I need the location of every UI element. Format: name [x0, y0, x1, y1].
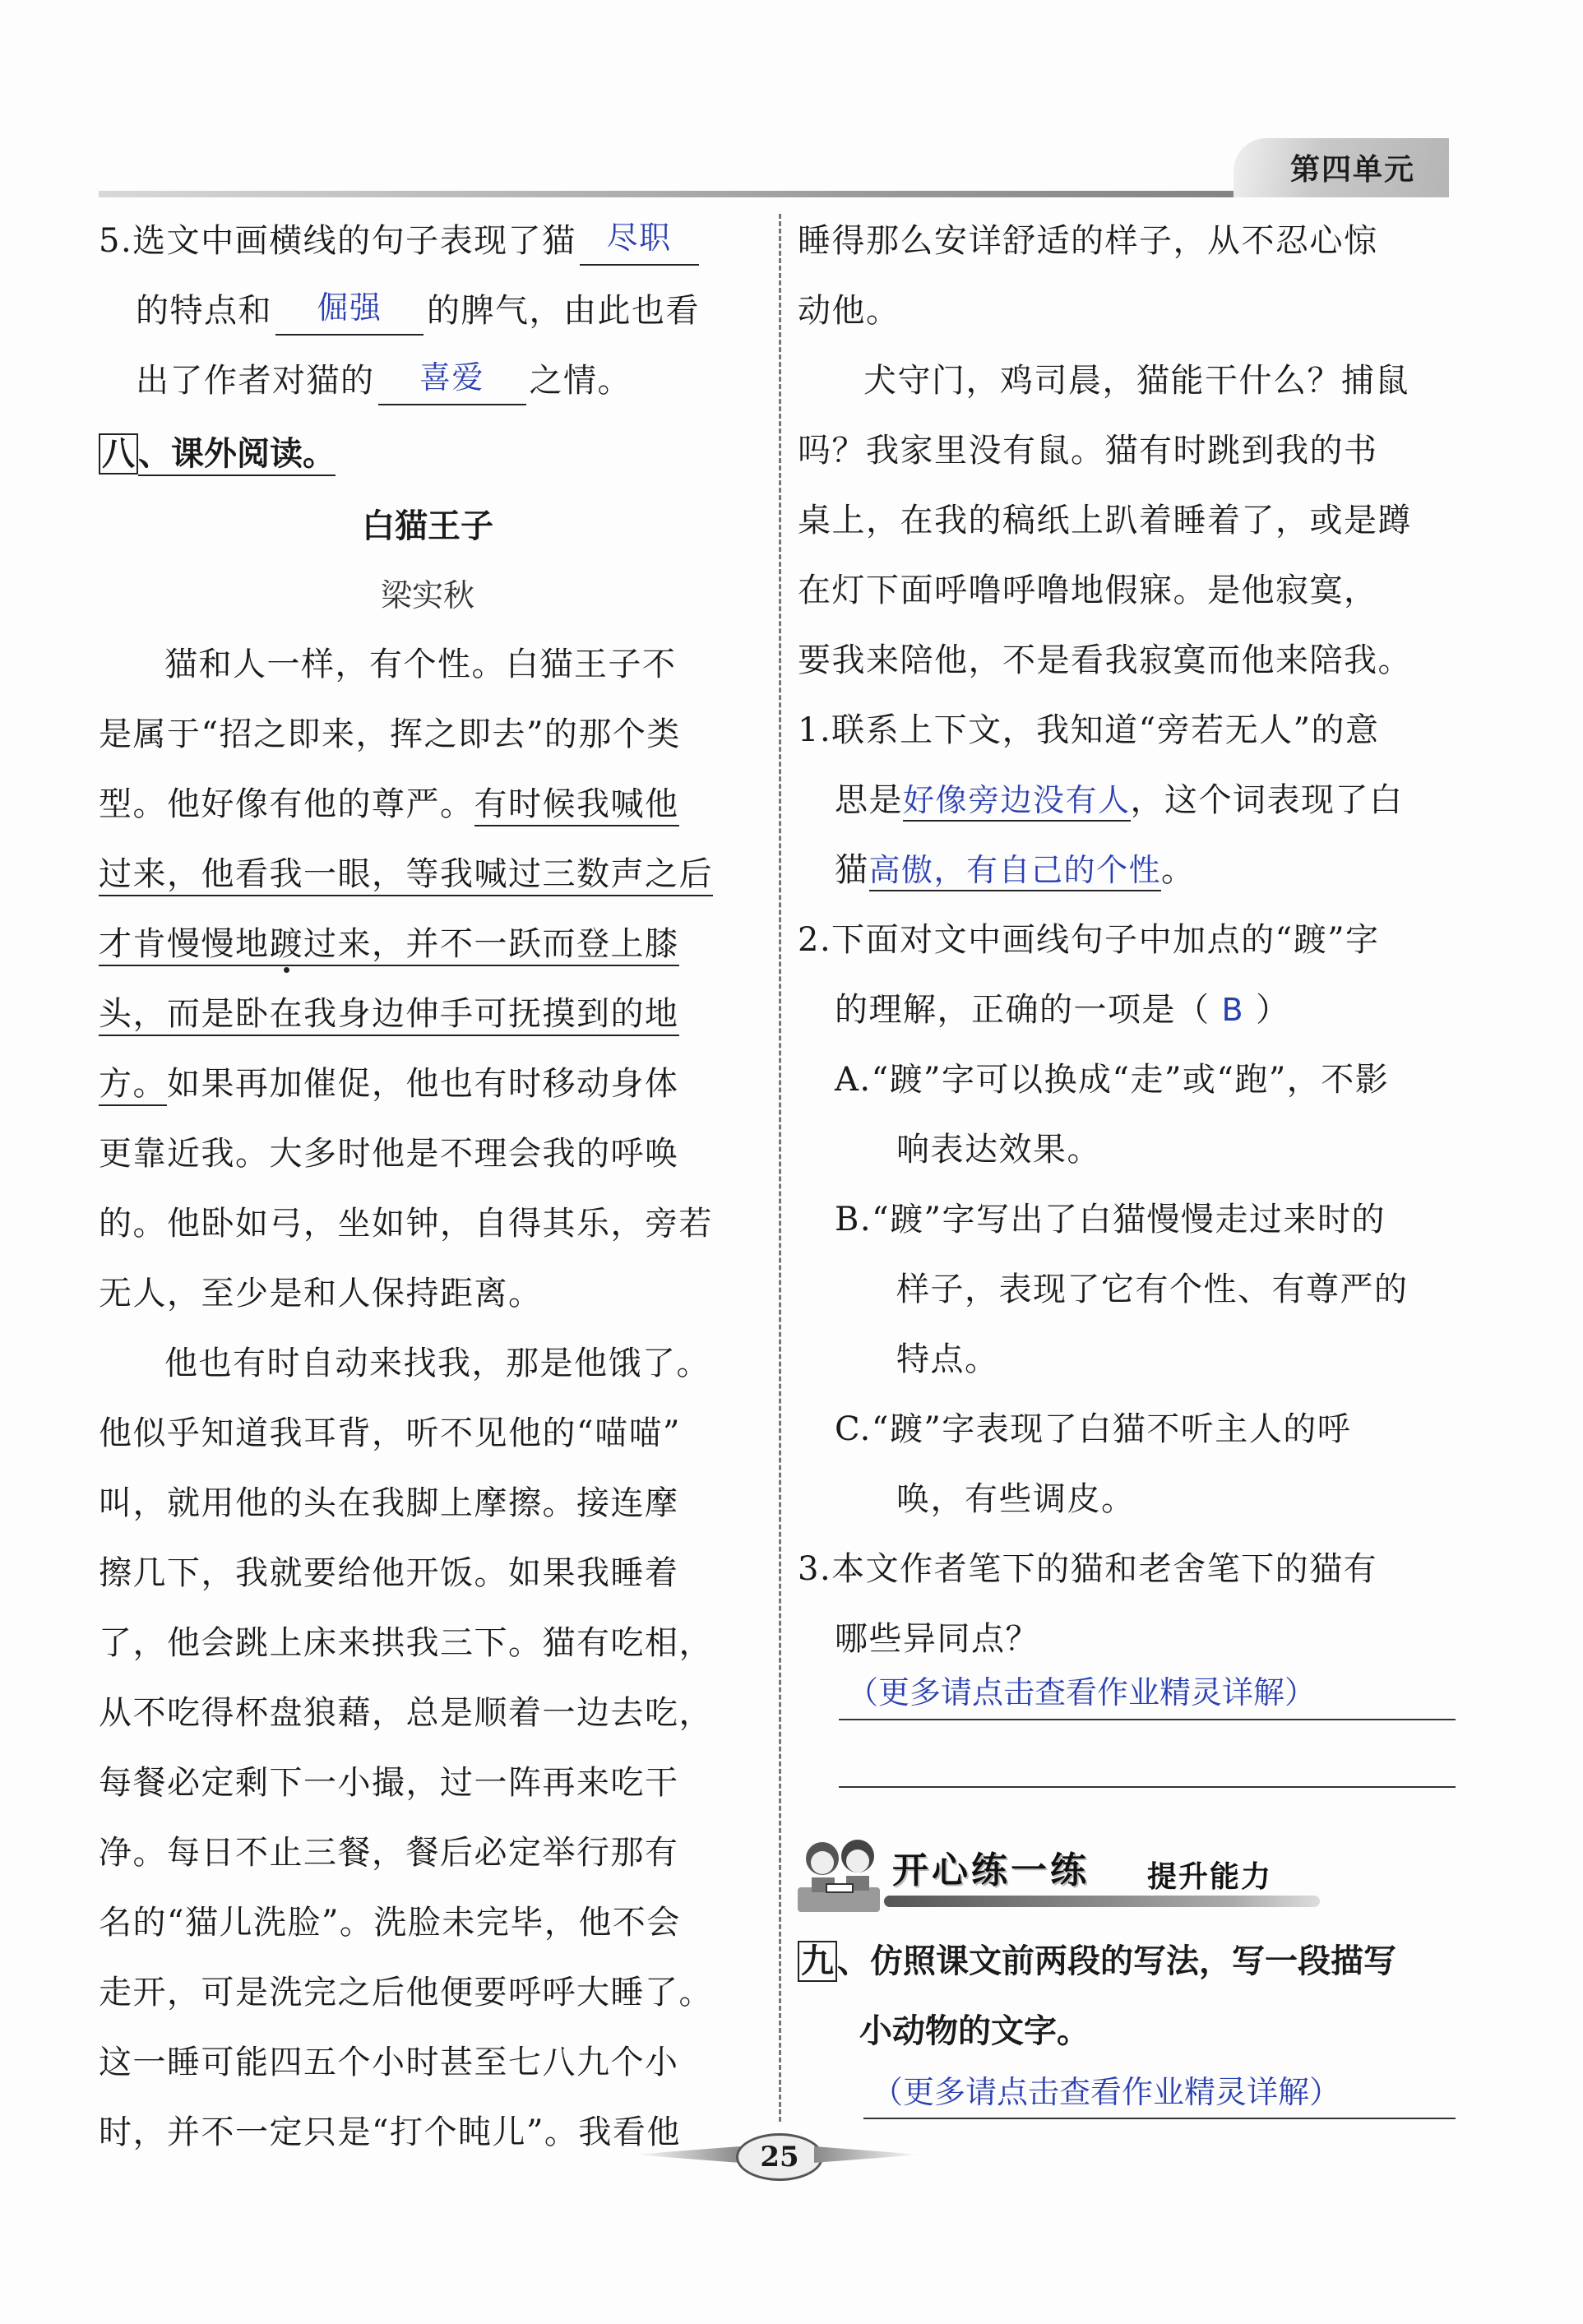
- banner-subtitle: 提升能力: [1147, 1860, 1273, 1894]
- p2-line: 了，他会跳上床来拱我三下。猫有吃相，: [99, 1624, 713, 1662]
- p2-line: 名的“猫儿洗脸”。洗脸未完毕，他不会: [99, 1904, 681, 1942]
- practice-banner: [794, 1830, 1336, 1920]
- p3-line: 桌上，在我的稿纸上趴着睡着了，或是蹲: [798, 502, 1412, 539]
- p3-line: 犬守门，鸡司晨，猫能干什么？捕鼠: [863, 362, 1409, 400]
- page-number: [633, 2130, 921, 2179]
- section-8-number: 八: [99, 433, 138, 475]
- p1-line: [99, 989, 679, 1039]
- p1-line: [99, 919, 679, 969]
- q5-blank-2: [275, 289, 424, 336]
- q1-line2: [835, 775, 1404, 825]
- p1-line: 的。他卧如弓，坐如钟，自得其乐，旁若: [99, 1205, 713, 1243]
- p1-line: [99, 780, 679, 829]
- p1-line: 无人，至少是和人保持距离。: [99, 1275, 543, 1312]
- section-9-number: 九: [798, 1941, 837, 1982]
- underlined-sentence: 有时候我喊他: [474, 785, 679, 826]
- q1-text: 。: [1161, 851, 1196, 889]
- p2-line: 从不吃得杯盘狼藉，总是顺着一边去吃，: [99, 1694, 713, 1732]
- section-9-detail-link[interactable]: （更多请点击查看作业精灵详解）: [872, 2074, 1341, 2110]
- q1-line3: [835, 845, 1196, 895]
- dotted-word-duo: 踱: [270, 925, 304, 966]
- q5-text: 出了作者对猫的: [136, 362, 375, 400]
- q1-text: 猫: [835, 851, 869, 889]
- section-9-answer-line[interactable]: [863, 2118, 1456, 2119]
- q3-line2: 哪些异同点？: [835, 1620, 1039, 1658]
- q1-answer-2: 高傲，有自己的个性: [869, 852, 1162, 891]
- q2-text: ）: [1256, 991, 1290, 1029]
- q1-text: 思是: [835, 781, 903, 819]
- q5-line1: [99, 216, 702, 266]
- section-9-text: 、仿照课文前两段的写法，写一段描写: [837, 1942, 1396, 1980]
- q5-text: 之情。: [529, 362, 632, 400]
- p1-line: 更靠近我。大多时他是不理会我的呼唤: [99, 1135, 679, 1173]
- banner-title: 开心练一练: [892, 1849, 1090, 1891]
- unit-label: 第四单元: [1289, 152, 1415, 187]
- header-rule: [99, 191, 1382, 197]
- section-9-line2: 小动物的文字。: [859, 2012, 1090, 2050]
- underlined-sentence: 头，而是卧在我身边伸手可抚摸到的地: [99, 995, 679, 1036]
- p2-line: 每餐必定剩下一小撮，过一阵再来吃干: [99, 1764, 679, 1802]
- article-title: 白猫王子: [362, 507, 493, 545]
- q2-text: 的理解，正确的一项是（: [835, 991, 1210, 1029]
- p1-text: 型。他好像有他的尊严。: [99, 785, 474, 823]
- underlined-sentence: 才肯慢慢地: [99, 925, 270, 966]
- q3-detail-link[interactable]: （更多请点击查看作业精灵详解）: [847, 1674, 1317, 1711]
- p1-text: 如果再加催促，他也有时移动身体: [167, 1065, 679, 1103]
- p2-line: 这一睡可能四五个小时甚至七八九个小: [99, 2044, 679, 2081]
- q5-answer-1: 尽职: [606, 220, 672, 256]
- q2-option-a-cont: 响表达效果。: [896, 1131, 1101, 1169]
- p3-line: 在灯下面呼噜呼噜地假寐。是他寂寞，: [798, 572, 1378, 609]
- q5-text: 5.选文中画横线的句子表现了猫: [99, 222, 576, 260]
- p3-line: 要我来陪他，不是看我寂寞而他来陪我。: [798, 641, 1412, 679]
- q2-option-c-cont: 唤，有些调皮。: [896, 1480, 1136, 1518]
- banner-underline: [884, 1896, 1320, 1907]
- kids-reading-icon: [794, 1830, 884, 1916]
- q5-answer-2: 倔强: [317, 289, 382, 326]
- p2-line: 他也有时自动来找我，那是他饿了。: [164, 1345, 710, 1382]
- section-8-title: [99, 429, 336, 479]
- cont-line: 睡得那么安详舒适的样子，从不忍心惊: [798, 222, 1378, 260]
- q5-text: 的特点和: [136, 292, 272, 330]
- p2-line: 时，并不一定只是“打个盹儿”。我看他: [99, 2113, 681, 2151]
- q1-text: ，这个词表现了白: [1130, 781, 1404, 819]
- section-9-title: [798, 1937, 1396, 1986]
- q5-text: 的脾气，由此也看: [427, 292, 700, 330]
- article-author: 梁实秋: [380, 577, 474, 613]
- p1-line: [99, 1059, 679, 1109]
- q1-line1: 1.联系上下文，我知道“旁若无人”的意: [798, 711, 1380, 749]
- p2-line: 走开，可是洗完之后他便要呼呼大睡了。: [99, 1974, 713, 2012]
- underlined-sentence: 方。: [99, 1065, 167, 1106]
- p3-line: 吗？我家里没有鼠。猫有时跳到我的书: [798, 432, 1378, 470]
- q2-answer: B: [1221, 992, 1245, 1028]
- p1-line: 猫和人一样，有个性。白猫王子不: [164, 646, 677, 683]
- q2-option-b: B.“踱”字写出了白猫慢慢走过来时的: [835, 1201, 1386, 1238]
- q3-line1: 3.本文作者笔下的猫和老舍笔下的猫有: [798, 1550, 1378, 1588]
- page-number-wing-left: [633, 2146, 740, 2163]
- section-8-label: 、课外阅读。: [138, 435, 336, 476]
- page-number-wing-right: [814, 2146, 921, 2163]
- p2-line: 叫，就用他的头在我脚上摩擦。接连摩: [99, 1484, 679, 1522]
- p2-line: 他似乎知道我耳背，听不见他的“喵喵”: [99, 1414, 681, 1452]
- q5-line3: [136, 356, 632, 405]
- q2-option-a: A.“踱”字可以换成“走”或“跑”，不影: [835, 1061, 1390, 1099]
- q3-answer-line[interactable]: [839, 1786, 1456, 1788]
- q2-option-b-cont: 样子，表现了它有个性、有尊严的: [896, 1271, 1409, 1308]
- q2-option-b-cont: 特点。: [896, 1340, 999, 1378]
- q5-blank-1: [580, 220, 699, 266]
- q2-line2: [835, 985, 1290, 1035]
- q1-answer-1: 好像旁边没有人: [903, 782, 1131, 822]
- page-number-value: 25: [736, 2133, 823, 2181]
- q5-line2: [136, 286, 700, 336]
- p1-line: 是属于“招之即来，挥之即去”的那个类: [99, 715, 681, 753]
- q2-line1: 2.下面对文中画线句子中加点的“踱”字: [798, 921, 1380, 959]
- underlined-sentence: 过来，他看我一眼，等我喊过三数声之后: [99, 855, 713, 896]
- q5-answer-3: 喜爱: [419, 359, 484, 396]
- p2-line: 擦几下，我就要给他开饭。如果我睡着: [99, 1554, 679, 1592]
- p2-line: 净。每日不止三餐，餐后必定举行那有: [99, 1834, 679, 1872]
- q5-blank-3: [378, 359, 526, 405]
- p1-line: [99, 850, 713, 899]
- q2-option-c: C.“踱”字表现了白猫不听主人的呼: [835, 1410, 1352, 1448]
- cont-line: 动他。: [798, 292, 900, 330]
- column-divider: [779, 214, 781, 2122]
- q3-answer-line[interactable]: [839, 1719, 1456, 1720]
- underlined-sentence: 过来，并不一跃而登上膝: [303, 925, 679, 966]
